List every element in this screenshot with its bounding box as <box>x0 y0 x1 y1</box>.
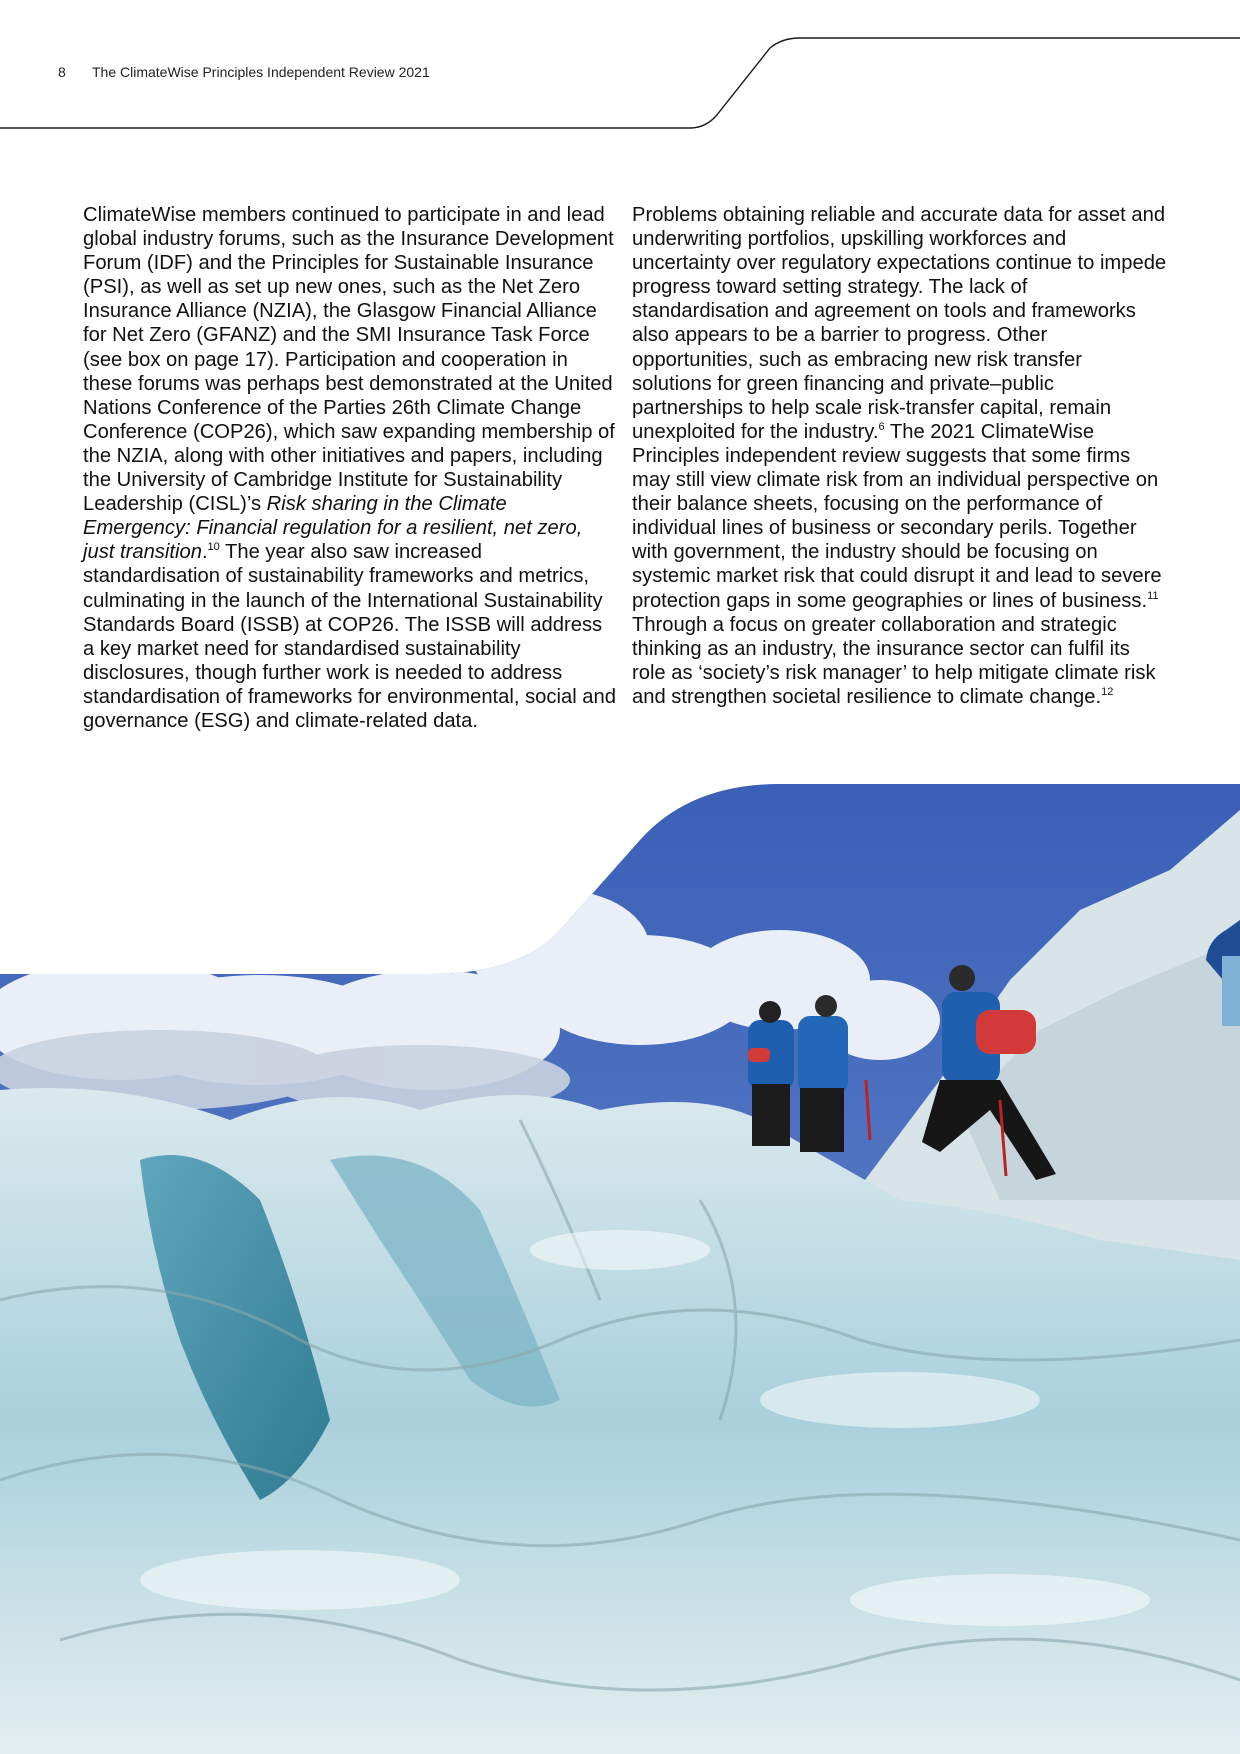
paragraph <box>632 203 1167 709</box>
glacier-hikers-photo <box>0 780 1240 1754</box>
footnote-ref[interactable]: 11 <box>1147 589 1159 602</box>
footnote-ref[interactable]: 12 <box>1101 685 1114 698</box>
body-column-left <box>83 203 618 733</box>
page-number: 8 <box>58 64 66 80</box>
paragraph-text: ClimateWise members continued to participate in and lead global industry forums, such as the Insurance Development Forum (IDF) and the Principles for Sustainable Insurance (PSI), as well as set up new ones, such as the Net Zero Insurance Alliance (NZIA), the Glasgow Financial Alliance for Net Zero (GFANZ) and the SMI Insurance Task Force (see box on page 17). Participation and cooperation in these forums was perhaps best demonstrated at the United Nations Conference of the Parties 26th Climate Change Conference (COP26), which saw expanding membership of the NZIA, along with other initiatives and papers, including the University of Cambridge Institute for Sustainability Leadership (CISL)’s <box>83 204 615 516</box>
paragraph-text: The 2021 ClimateWise Principles independent review suggests that some firms may still view climate risk from an individual perspective on their balance sheets, focusing on the performance of individual lines of business or secondary perils. Together with government, the industry should be focusing on systemic market risk that could disrupt it and lead to severe protection gaps in some geographies or lines of business. <box>632 420 1162 612</box>
paragraph-text: Through a focus on greater collaboration and strategic thinking as an industry, the insurance sector can fulfil its role as ‘society’s risk manager’ to help mitigate climate risk and strengthen societal resilience to climate change. <box>632 613 1156 708</box>
running-title: The ClimateWise Principles Independent Review 2021 <box>92 64 430 80</box>
publication-title: Risk sharing in the Climate Emergency: Financial regulation for a resilient, net zero, just transition <box>83 493 583 564</box>
body-column-right <box>632 203 1167 709</box>
paragraph-text: . <box>201 541 208 564</box>
paragraph-text: Problems obtaining reliable and accurate data for asset and underwriting portfolios, upskilling workforces and uncertainty over regulatory expectations continue to impede progress toward setting strategy. The lack of standardisation and agreement on tools and frameworks also appears to be a barrier to progress. Other opportunities, such as embracing new risk transfer solutions for green financing and private–public partnerships to help scale risk-transfer capital, remain unexploited for the industry. <box>632 204 1167 443</box>
footnote-ref[interactable]: 10 <box>207 541 220 554</box>
paragraph-text: The year also saw increased standardisation of sustainability frameworks and metrics, culminating in the launch of the International Sustainability Standards Board (ISSB) at COP26. The ISSB will address a key market need for standardised sustainability disclosures, though further work is needed to address standardisation of frameworks for environmental, social and governance (ESG) and climate-related data. <box>83 541 616 732</box>
footnote-ref[interactable]: 6 <box>878 420 885 433</box>
paragraph <box>83 203 618 733</box>
